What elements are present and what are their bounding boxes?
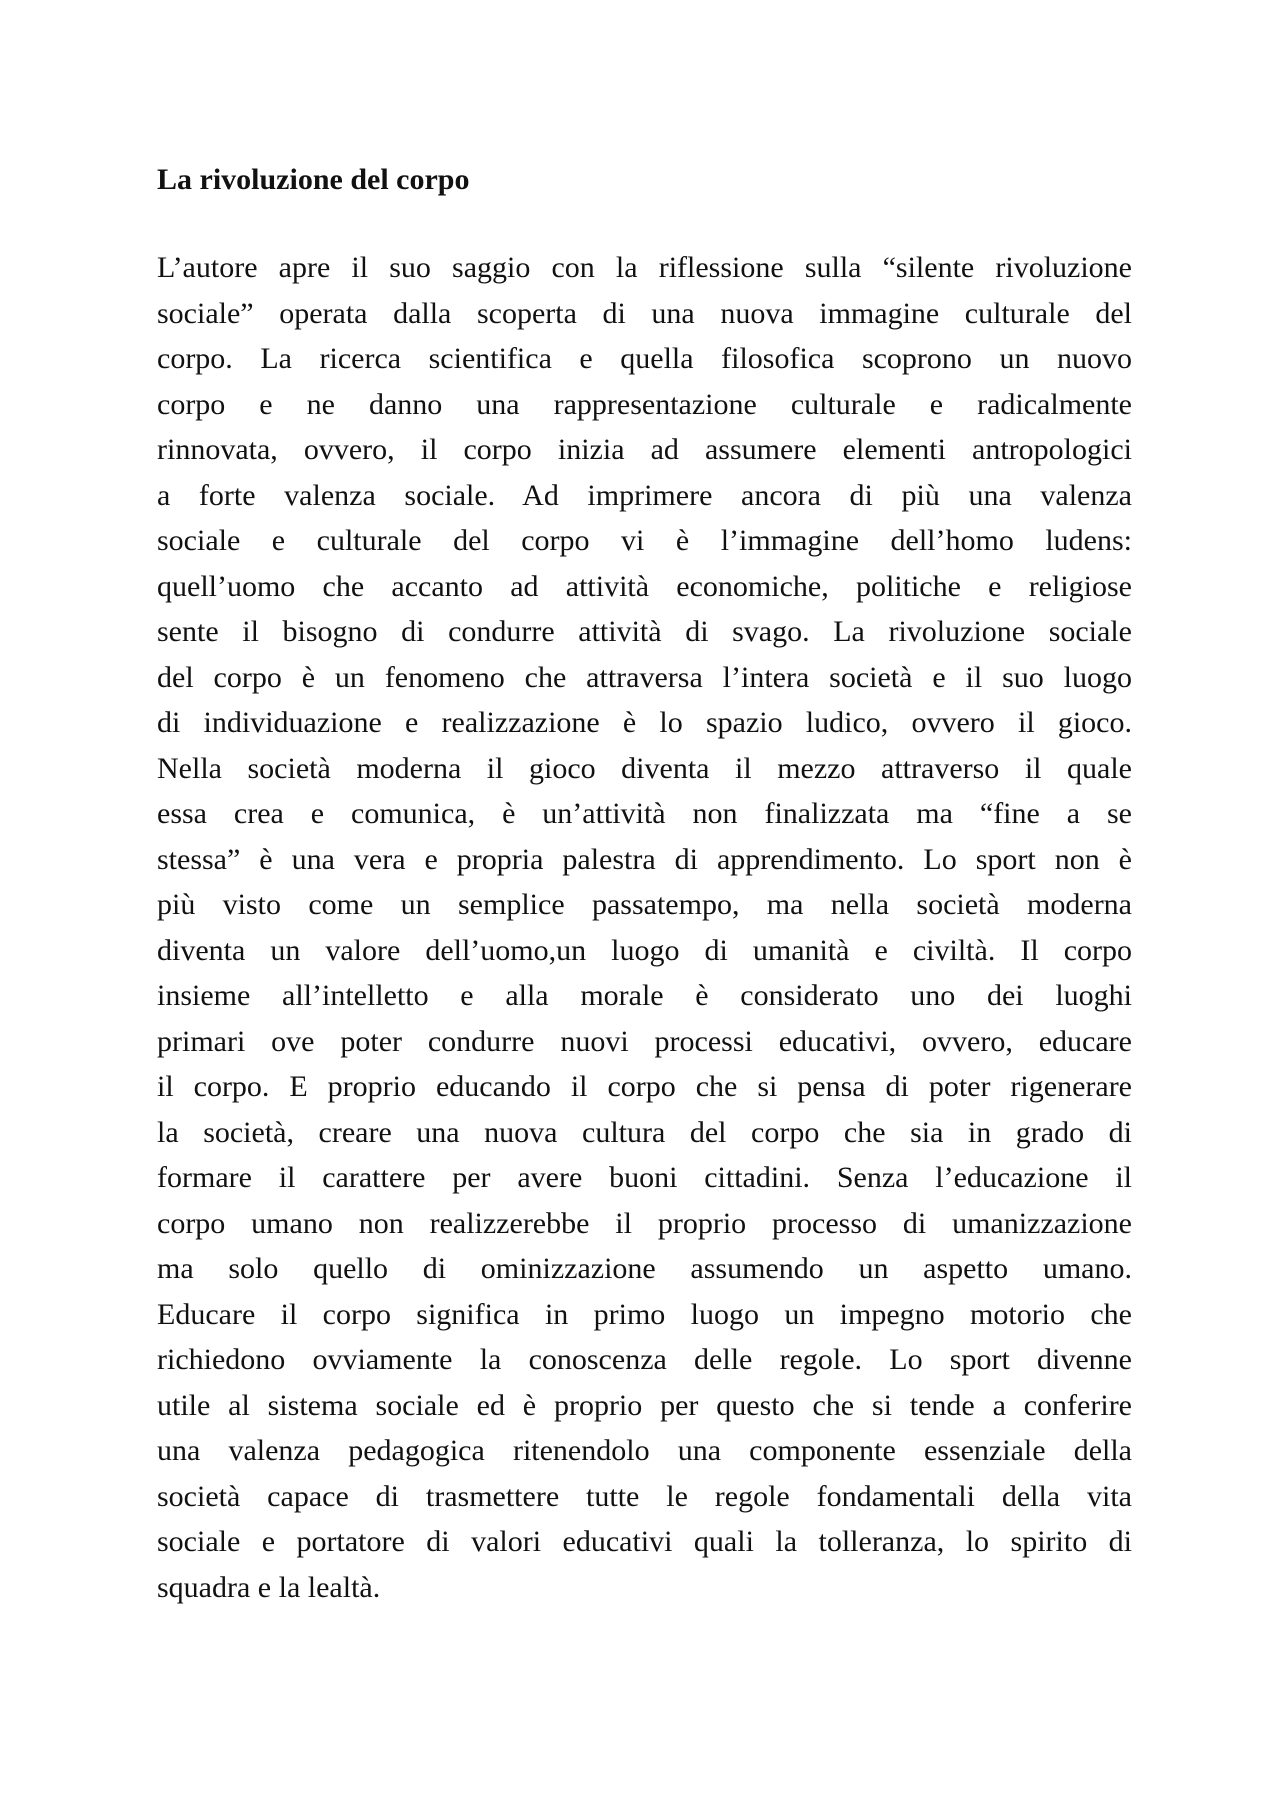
paragraph-line: corpo. La ricerca scientifica e quella filosofica scoprono un nuovo	[157, 342, 1132, 375]
paragraph-line: diventa un valore dell’uomo,un luogo di umanità e civiltà. Il corpo	[157, 933, 1132, 967]
paragraph-line: L’autore apre il suo saggio con la riflessione sulla “silente rivoluzione	[157, 251, 1132, 284]
paragraph-line: ma solo quello di ominizzazione assumendo un aspetto umano.	[157, 1252, 1132, 1285]
paragraph-line: utile al sistema sociale ed è proprio per questo che si tende a conferire	[157, 1388, 1132, 1422]
paragraph-line: sociale” operata dalla scoperta di una nuova immagine culturale del	[157, 296, 1132, 330]
document-title: La rivoluzione del corpo	[157, 163, 470, 196]
paragraph-line: corpo e ne danno una rappresentazione culturale e radicalmente	[157, 387, 1132, 421]
paragraph-line: di individuazione e realizzazione è lo spazio ludico, ovvero il gioco.	[157, 706, 1132, 739]
paragraph-line: essa crea e comunica, è un’attività non finalizzata ma “fine a se	[157, 797, 1132, 830]
paragraph-line: quell’uomo che accanto ad attività economiche, politiche e religiose	[157, 569, 1132, 603]
paragraph-line: corpo umano non realizzerebbe il proprio processo di umanizzazione	[157, 1206, 1132, 1240]
paragraph-line: formare il carattere per avere buoni cittadini. Senza l’educazione il	[157, 1161, 1132, 1194]
paragraph-line: primari ove poter condurre nuovi processi educativi, ovvero, educare	[157, 1024, 1132, 1058]
paragraph-line: il corpo. E proprio educando il corpo che si pensa di poter rigenerare	[157, 1070, 1132, 1103]
paragraph-line: a forte valenza sociale. Ad imprimere ancora di più una valenza	[157, 478, 1132, 512]
paragraph-line: stessa” è una vera e propria palestra di apprendimento. Lo sport non è	[157, 842, 1132, 876]
paragraph-line: la società, creare una nuova cultura del corpo che sia in grado di	[157, 1115, 1132, 1149]
paragraph-line: richiedono ovviamente la conoscenza delle regole. Lo sport divenne	[157, 1343, 1132, 1376]
paragraph-line: società capace di trasmettere tutte le regole fondamentali della vita	[157, 1479, 1132, 1513]
paragraph-line: rinnovata, ovvero, il corpo inizia ad assumere elementi antropologici	[157, 433, 1132, 466]
paragraph-line: del corpo è un fenomeno che attraversa l’intera società e il suo luogo	[157, 660, 1132, 694]
paragraph-line: Nella società moderna il gioco diventa il mezzo attraverso il quale	[157, 751, 1132, 785]
paragraph-line: Educare il corpo significa in primo luogo un impegno motorio che	[157, 1297, 1132, 1331]
paragraph-line: sente il bisogno di condurre attività di svago. La rivoluzione sociale	[157, 615, 1132, 648]
paragraph-line: sociale e culturale del corpo vi è l’immagine dell’homo ludens:	[157, 524, 1132, 557]
paragraph-line: più visto come un semplice passatempo, ma nella società moderna	[157, 888, 1132, 921]
body-paragraph	[157, 245, 1132, 1610]
paragraph-line: sociale e portatore di valori educativi quali la tolleranza, lo spirito di	[157, 1525, 1132, 1558]
paragraph-line: insieme all’intelletto e alla morale è considerato uno dei luoghi	[157, 979, 1132, 1012]
paragraph-line: una valenza pedagogica ritenendolo una componente essenziale della	[157, 1434, 1132, 1467]
paragraph-line: squadra e la lealtà.	[157, 1570, 381, 1604]
